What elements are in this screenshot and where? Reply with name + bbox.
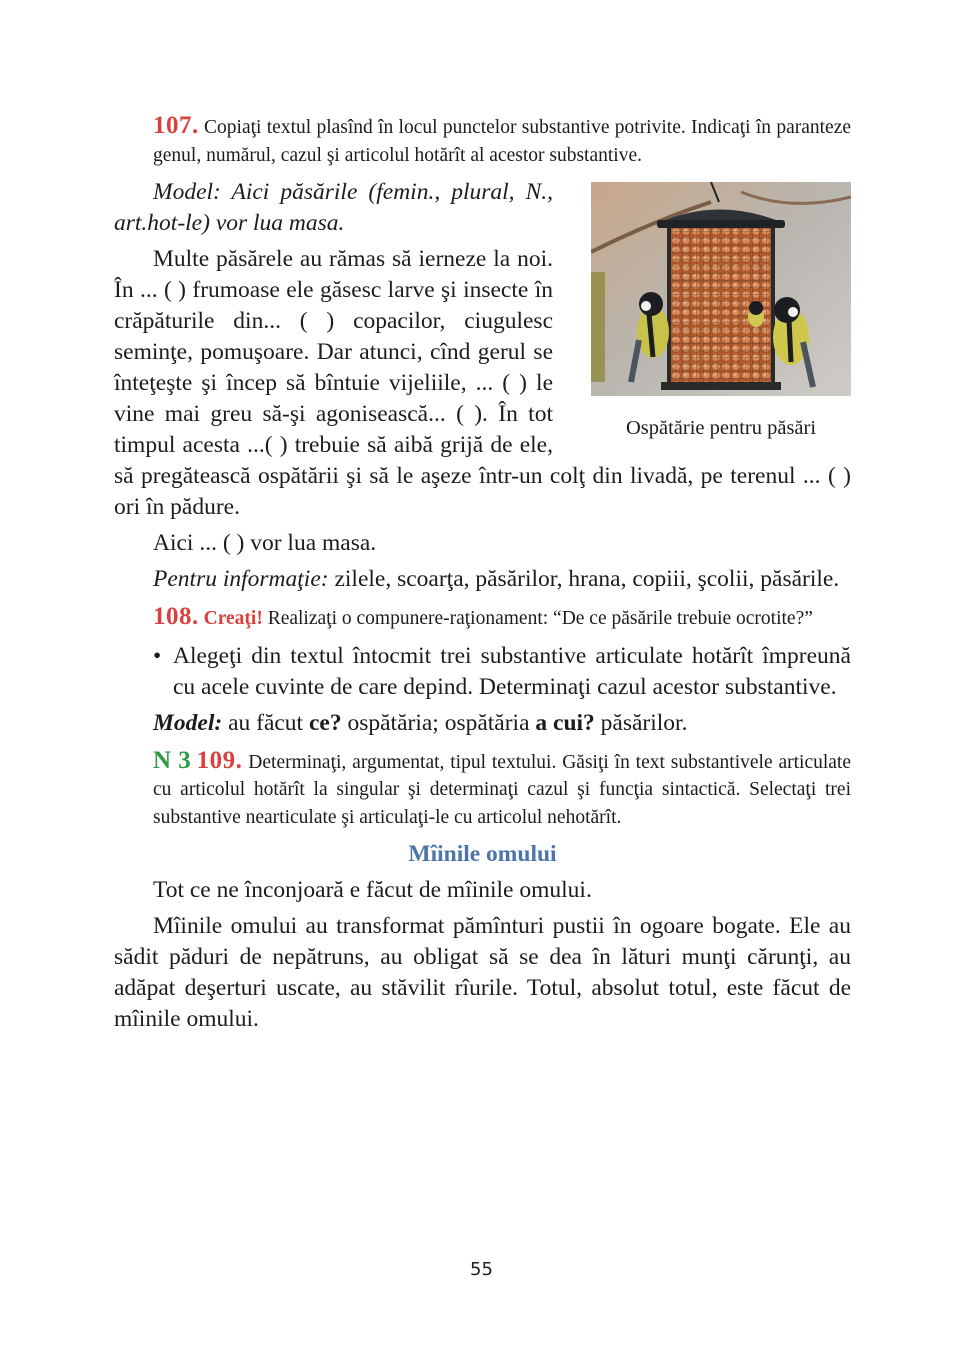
model-text: ospătăria; ospătăria: [341, 709, 536, 736]
bird-feeder-photo: [591, 182, 851, 396]
figure-caption: Ospătărie pentru păsări: [625, 417, 817, 439]
model-text: au făcut: [222, 709, 309, 736]
info-text: zilele, scoarţa, păsărilor, hrana, copiii, şcolii, păsările.: [328, 566, 840, 592]
model-text: : Aici păsările (femin., plural, N., art.hot-le) vor lua masa.: [114, 179, 553, 236]
bullet-item: [114, 641, 851, 703]
level-marker: N 3: [153, 746, 191, 774]
exercise-text: Determinaţi, argumentat, tipul textului. Găsiţi în text substantivele articulate cu articolul hotărît la singular şi determinaţi cazul şi funcţia sintactică. Selectaţi trei substantive nearticulate şi articulaţi-le cu articolul nehotărît.: [153, 751, 852, 828]
exercise-number: 107.: [153, 112, 199, 139]
bird-feeder-figure: [579, 182, 851, 440]
info-label: Pentru informaţie:: [153, 566, 329, 592]
textbook-page: [114, 112, 851, 1035]
exercise-108: [114, 603, 851, 633]
model-line-2: [114, 708, 851, 739]
exercise-number: 109.: [196, 746, 243, 774]
exercise-text: Realizaţi o compunere-raţionament: “De ce păsările trebuie ocrotite?”: [262, 608, 813, 629]
exercise-text: Copiaţi textul plasînd în locul punctelor substantive potrivite. Indicaţi în paranteze genul, numărul, cazul şi articolul hotărît al acestor substantive.: [153, 117, 852, 166]
model-label: Model:: [153, 709, 223, 736]
passage-paragraph-2: Aici ... ( ) vor lua masa.: [153, 530, 377, 556]
bullet-icon: •: [153, 642, 162, 669]
exercise-109: [114, 747, 851, 832]
text-paragraph-2: Mîinile omului au transformat pămînturi pustii în ogoare bogate. Ele au sădit păduri de nepătruns, au obligat să se dea în lături munţi cărunţi, au adăpat deşerturi uscate, au stăvilit rîurile. Totul, absolut totul, este făcut de mîinile omului.: [114, 913, 851, 1032]
text-title: Mîinile omului: [408, 841, 557, 867]
model-text: păsărilor.: [594, 709, 688, 736]
creati-label: Creaţi!: [203, 608, 263, 629]
model-label: Model: [153, 179, 214, 205]
model-question: ce?: [308, 709, 342, 736]
passage-paragraph: Multe păsărele au rămas să ierneze la noi. În ... ( ) frumoase ele găsesc larve şi insecte în crăpăturile din... ( ) copacilor, ciugulesc seminţe, pomuşoare. Dar atunci, cînd gerul se înteţeşte şi încep să bîntuie vijeliile, ... ( ) le vine mai greu să-şi agonisească... ( ). În tot timpul acesta ...( ) trebuie să aibă grijă de ele, să pregătească ospătării şi să le aşeze într-un colţ din livadă, pe terenul ... ( ) ori în pădure.: [114, 246, 851, 520]
exercise-number: 108.: [153, 603, 199, 630]
bullet-text: Alegeţi din textul întocmit trei substantive articulate hotărît împreună cu acele cuvinte de care depind. Determinaţi cazul acestor substantive.: [173, 642, 851, 700]
info-line: [114, 564, 851, 595]
model-question: a cui?: [535, 709, 595, 736]
exercise-107: [114, 112, 851, 169]
page-number: 55: [470, 1259, 493, 1280]
text-paragraph-1: Tot ce ne înconjoară e făcut de mîinile omului.: [153, 877, 592, 903]
